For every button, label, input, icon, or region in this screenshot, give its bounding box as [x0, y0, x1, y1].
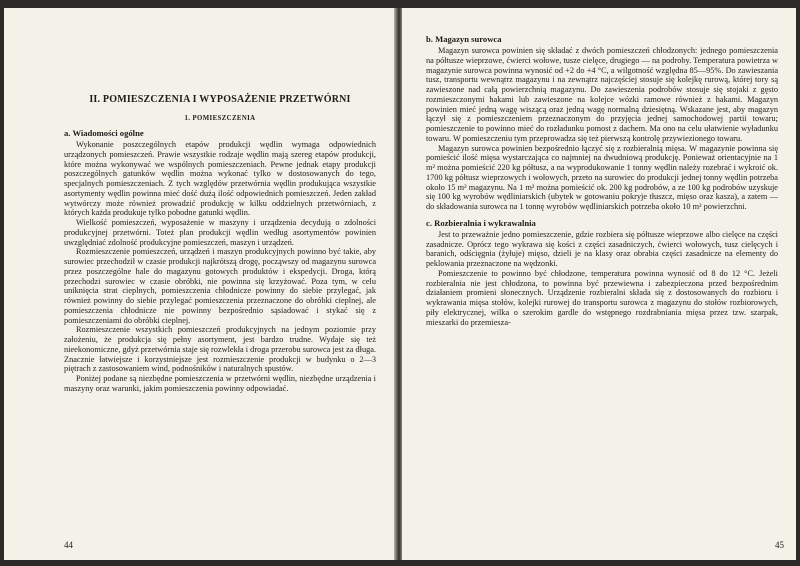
- paragraph: Rozmieszczenie wszystkich pomieszczeń produkcyjnych na jednym poziomie przy założeniu, że produkcja się pełny asortyment, jest bardzo trudne. Wydaje się też nieekonomiczne, gdyż przetwórnia staje się rozwlekła i droga przerobu surowca jest za długa. Znacznie łatwiejsze i korzystniejsze jest rozmieszczenie produkcji w budynku o 2—3 piętrach z zastosowaniem wind, podnośników i naturalnych spustów.: [64, 325, 376, 374]
- left-page: [4, 8, 396, 560]
- paragraph: Magazyn surowca powinien bezpośrednio łączyć się z rozbieralnią mięsa. W magazynie powinna się pomieścić ilość mięsa wystarczająca co najmniej na dwudniową produkcję. Ponieważ orientacyjnie na 1 m² można pomieścić 220 kg półtusz, a na wyprodukowanie 1 tonny wędlin należy rozebrać i wykroić ok. 1700 kg półtusz wieprzowych i wołowych, przeto na surowiec do produkcji jednej tonny wędlin potrzeba około 15 m² magazynu. Na 1 m² można pomieścić ok. 200 kg podrobów, a ze 100 kg podrobów uzyskuje się 100 kg wyrobów wędliniarskich (ubytek w gotowaniu pokryje tłuszcz, mięso oraz kasza), a zatem — do składowania surowca na 1 tonnę wyrobów wędliniarskich potrzeba około 10 m² powierzchni.: [426, 143, 778, 211]
- right-page: [402, 8, 796, 560]
- page-number-right: 45: [775, 540, 784, 550]
- section-title: 1. POMIESZCZENIA: [184, 115, 256, 122]
- page-number-left: 44: [64, 540, 73, 550]
- paragraph: Wielkość pomieszczeń, wyposażenie w maszyny i urządzenia decydują o zdolności produkcyjnej przetwórni. Toteż plan produkcji wędlin według asortymentów powinien uwzględniać zdolność produkcyjne pomieszczeń, maszyn i urządzeń.: [64, 218, 376, 247]
- subsection-heading-c: c. Rozbieralnia i wykrawalnia: [426, 217, 536, 228]
- paragraph: Pomieszczenie to powinno być chłodzone, temperatura powinna wynosić od 8 do 12 °C. Jeżeli rozbieralnia nie jest chłodzona, to powinna być przewiewna i zabezpieczona przed bezpośrednim działaniem promieni słonecznych. Urządzenie rozbieralni składa się z dostosowanych do rozbioru i wykrawania mięsa stołów, kolejki rurowej do transportu surowca z magazynu do stołów rozbiorowych, piły elektrycznej, wilka o szerokim gardle do wstępnego rozdrabniania mięsa przez tzw. szarpak, mieszarki do przemiesza-: [426, 268, 778, 327]
- paragraph: Magazyn surowca powinien się składać z dwóch pomieszczeń chłodzonych: jednego pomieszczenia na półtusze wieprzowe, ćwierci wołowe, tusze cielęce, drugiego — na podroby. Temperatura powietrza w magazynie surowca powinna wynosić od +2 do +4 °C, a wilgotność względna 85—95%. Do zawieszania tusz, transportu wewnątrz magazynu i na zewnątrz najczęściej stosuje się kolejkę rurową, której tory są zawieszone nad całą powierzchnią magazynu. Do zawieszenia podrobów stosuje się stojaki z gęsto rozmieszczonymi hakami lub zawieszone na kolejce wózki ramowe również z hakami. Magazyn powinien mieć jedną wagę wiszącą oraz jedną wagę normalną dziesiętną. Wskazane jest, aby magazyn łączył się z pomieszczeniem przeznaczonym do przyjęcia jednej samochodowej partii towaru; pomieszczenie to powinno mieć do rozładunku pomost z dachem. Ma ono na celu ułatwienie wyładunku towaru. W pomieszczeniu tym przeprowadza się też pierwszą kontrolę przywiezionego towaru.: [426, 46, 778, 143]
- paragraph: Poniżej podane są niezbędne pomieszczenia w przetwórni wędlin, niezbędne urządzenia i maszyny oraz warunki, jakim pomieszczenia powinny odpowiadać.: [64, 374, 376, 393]
- subsection-heading-b: b. Magazyn surowca: [426, 34, 502, 44]
- subsection-heading-a: a. Wiadomości ogólne: [64, 128, 144, 138]
- paragraph: Jest to przeważnie jedno pomieszczenie, gdzie rozbiera się półtusze wieprzowe albo cielęce na części zasadnicze. Oprócz tego wykrawa się kości z części zasadniczych, ćwierci wołowych, tusz cielęcych i baranich, odścięgnia (żyłuje) mięso, dzieli je na klasy oraz obrabia części zasadnicze na elementy do peklowania przeznaczone na wędzonki.: [426, 229, 778, 268]
- paragraph: Rozmieszczenie pomieszczeń, urządzeń i maszyn produkcyjnych powinno być takie, aby surowiec przechodził w czasie produkcji najkrótszą drogę, począwszy od magazynu surowca przez poszczególne hale do magazynu gotowych produktów i ekspedycji. Droga, którą przechodzi surowiec w czasie obróbki, nie powinna się krzyżować. Poza tym, w celu uniknięcia strat cieplnych, pomieszczenia chłodnicze powinny do siebie przylegać, jak również powinny do siebie przylegać pomieszczenia przeznaczone do obróbki cieplnej, ale pomieszczenia chłodnicze nie powinny bezpośrednio sąsiadować i stykać się z pomieszczeniami do obróbki cieplnej.: [64, 247, 376, 325]
- paragraph: Wykonanie poszczególnych etapów produkcji wędlin wymaga odpowiednich urządzonych pomieszczeń. Prawie wszystkie rodzaje wędlin mają szereg etapów produkcji, które można wykonywać we wspólnych pomieszczeniach. Pewne jednak etapy produkcji poszczególnych gatunków wędlin można wykonać tylko w dostosowanych do tego, specjalnych pomieszczeniach. Z tych względów przetwórnia wędlin produkująca wszystkie asortymenty wędlin powinna mieć dość dużą ilość odpowiednich pomieszczeń. Jeden zakład wytwórczy może również prowadzić produkcję w kilku oddzielnych przetwórniach, z których każda produkuje tylko pobodne gatunki wędlin.: [64, 140, 376, 218]
- chapter-title: II. POMIESZCZENIA I WYPOSAŻENIE PRZETWÓRNI: [89, 94, 351, 105]
